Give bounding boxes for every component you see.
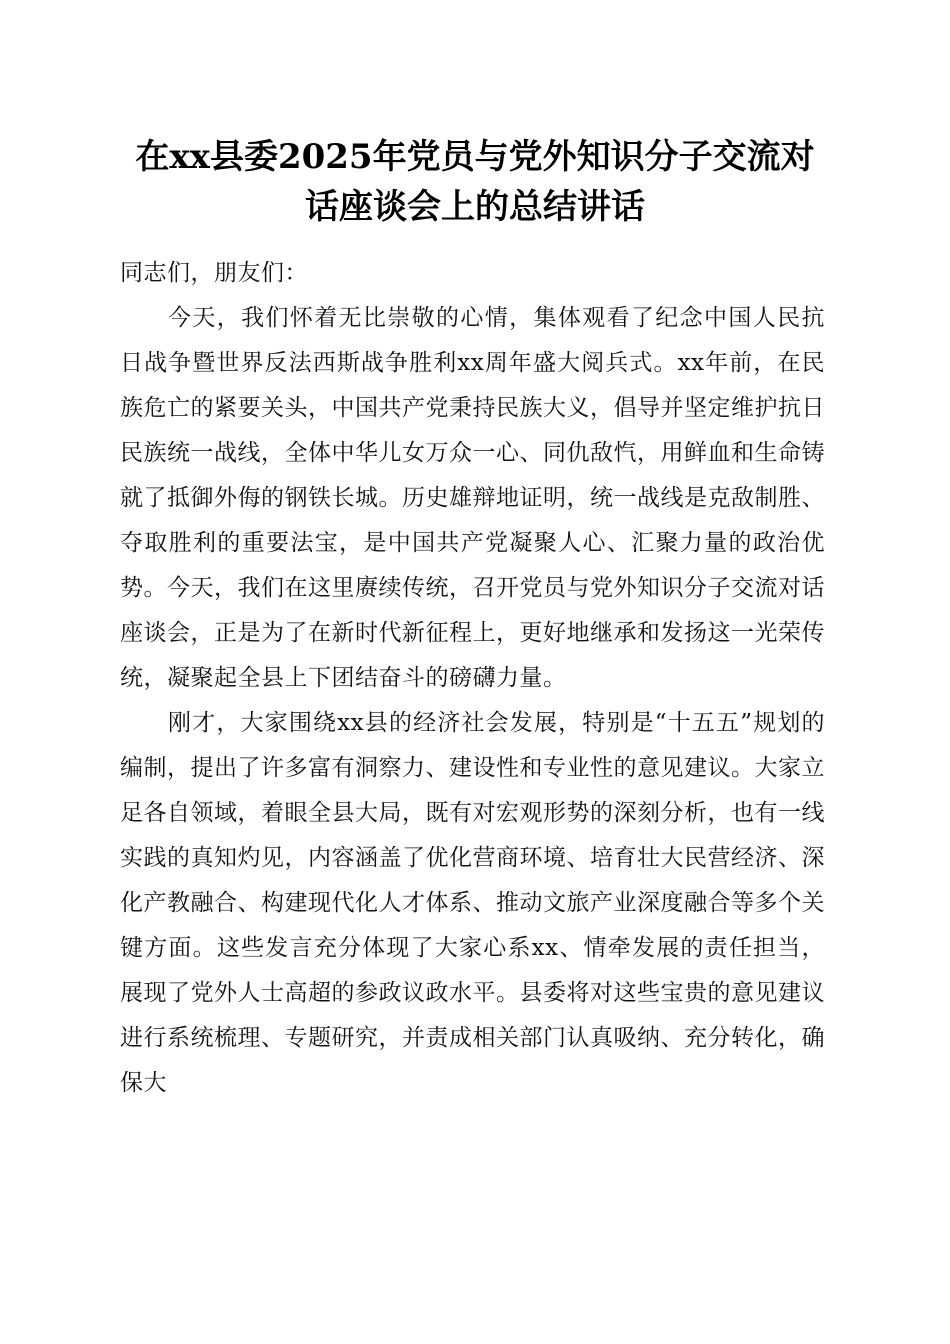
paragraph-2: 刚才，大家围绕xx县的经济社会发展，特别是“十五五”规划的编制，提出了许多富有洞察力、建设性和专业性的意见建议。大家立足各自领域，着眼全县大局，既有对宏观形势的深刻分析，也有一线实践的真知灼见，内容涵盖了优化营商环境、培育壮大民营经济、深化产教融合、构建现代化人才体系、推动文旅产业深度融合等多个关键方面。这些发言充分体现了大家心系xx、情牵发展的责任担当，展现了党外人士高超的参政议政水平。县委将对这些宝贵的意见建议进行系统梳理、专题研究，并责成相关部门认真吸纳、充分转化，确保大 <box>120 710 825 1096</box>
document-body <box>120 251 825 1106</box>
title-line-1: 在xx县委2025年党员与党外知识分子交流对 <box>135 137 815 177</box>
document-title <box>100 132 850 232</box>
salutation: 同志们，朋友们： <box>120 260 308 286</box>
title-line-2: 话座谈会上的总结讲话 <box>305 187 645 227</box>
paragraph-1: 今天，我们怀着无比崇敬的心情，集体观看了纪念中国人民抗日战争暨世界反法西斯战争胜利xx周年盛大阅兵式。xx年前，在民族危亡的紧要关头，中国共产党秉持民族大义，倡导并坚定维护抗日民族统一战线，全体中华儿女万众一心、同仇敌忾，用鲜血和生命铸就了抵御外侮的钢铁长城。历史雄辩地证明，统一战线是克敌制胜、夺取胜利的重要法宝，是中国共产党凝聚人心、汇聚力量的政治优势。今天，我们在这里赓续传统，召开党员与党外知识分子交流对话座谈会，正是为了在新时代新征程上，更好地继承和发扬这一光荣传统，凝聚起全县上下团结奋斗的磅礴力量。 <box>120 305 825 691</box>
